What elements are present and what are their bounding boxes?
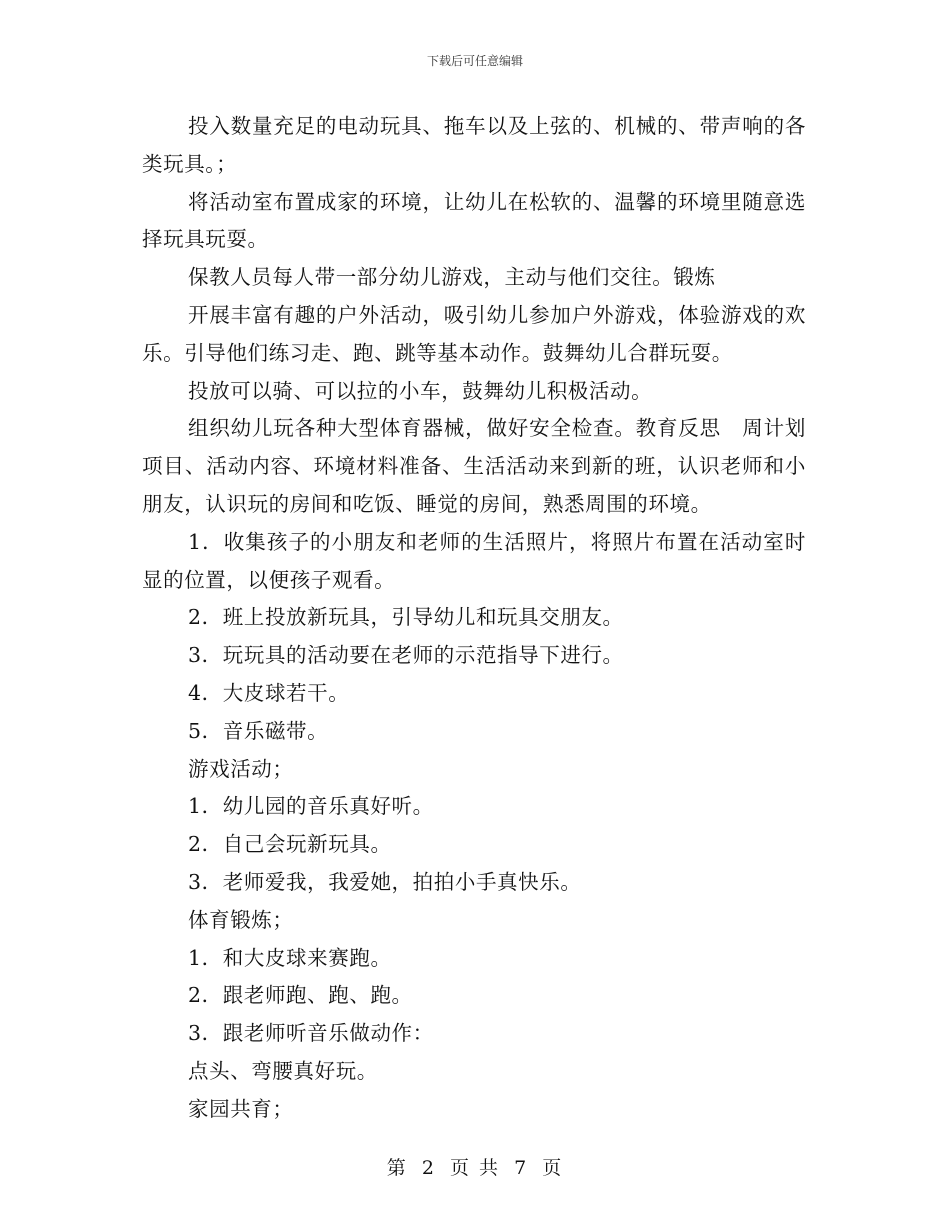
document-body bbox=[142, 108, 806, 1129]
paragraph: 投入数量充足的电动玩具、拖车以及上弦的、机械的、带声响的各类玩具。； bbox=[142, 114, 806, 176]
list-item: 3．玩玩具的活动要在老师的示范指导下进行。 bbox=[188, 643, 624, 668]
page-header: 下载后可任意编辑 bbox=[426, 54, 523, 68]
list-item: 2．班上投放新玩具，引导幼儿和玩具交朋友。 bbox=[188, 605, 624, 630]
paragraph: 点头、弯腰真好玩。 bbox=[188, 1058, 378, 1083]
paragraph: 将活动室布置成家的环境，让幼儿在松软的、温馨的环境里随意选择玩具玩耍。 bbox=[142, 189, 806, 252]
section-heading: 家园共育； bbox=[188, 1096, 294, 1121]
list-item: 1．和大皮球来赛跑。 bbox=[188, 945, 392, 970]
current-page-number: 2 bbox=[421, 1157, 436, 1179]
page-footer bbox=[0, 1153, 950, 1180]
paragraph: 开展丰富有趣的户外活动，吸引幼儿参加户外游戏，体验游戏的欢乐。引导他们练习走、跑、跳等基本动作。鼓舞幼儿合群玩耍。 bbox=[142, 302, 806, 365]
paragraph: 组织幼儿玩各种大型体育器械，做好安全检查。教育反思 周计划项目、活动内容、环境材料准备、生活活动来到新的班，认识老师和小朋友，认识玩的房间和吃饭、睡觉的房间，熟悉周围的环境。 bbox=[142, 416, 806, 516]
list-item: 2．自己会玩新玩具。 bbox=[188, 832, 392, 857]
total-pages-number: 7 bbox=[514, 1157, 529, 1179]
section-heading: 游戏活动； bbox=[188, 756, 294, 781]
footer-prefix: 第 bbox=[386, 1157, 408, 1179]
list-item: 3．老师爱我，我爱她，拍拍小手真快乐。 bbox=[188, 869, 582, 894]
list-item: 1．收集孩子的小朋友和老师的生活照片，将照片布置在活动室时显的位置，以便孩子观看。 bbox=[142, 529, 806, 592]
paragraph: 投放可以骑、可以拉的小车，鼓舞幼儿积极活动。 bbox=[188, 378, 653, 403]
footer-suffix: 页 bbox=[542, 1157, 564, 1179]
paragraph: 保教人员每人带一部分幼儿游戏，主动与他们交往。锻炼 bbox=[188, 265, 716, 290]
list-item: 1．幼儿园的音乐真好听。 bbox=[188, 794, 434, 819]
footer-middle: 页 共 bbox=[449, 1157, 501, 1179]
list-item: 5．音乐磁带。 bbox=[188, 718, 329, 743]
section-heading: 体育锻炼； bbox=[188, 907, 294, 932]
list-item: 2．跟老师跑、跑、跑。 bbox=[188, 983, 413, 1008]
list-item: 3．跟老师听音乐做动作： bbox=[188, 1021, 434, 1046]
list-item: 4．大皮球若干。 bbox=[188, 680, 350, 705]
